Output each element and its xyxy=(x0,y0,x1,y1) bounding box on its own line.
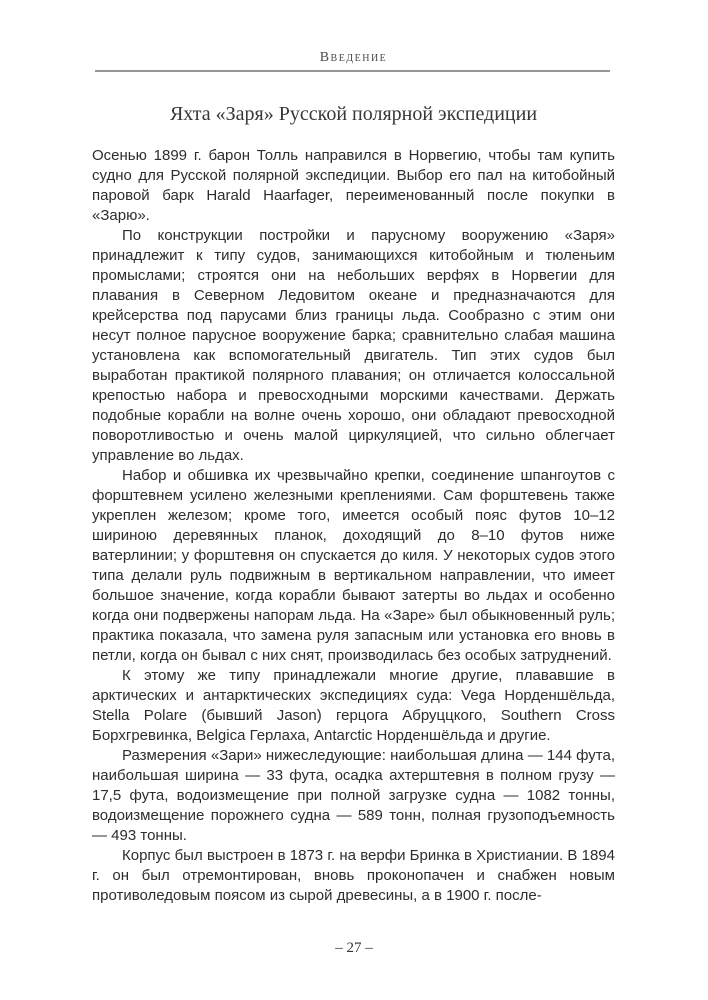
chapter-title: Яхта «Заря» Русской полярной экспедиции xyxy=(169,103,538,125)
paragraph-5: Размерения «Зари» нижеследующие: наибольшая длина — 144 фута, наибольшая ширина — 33 фута, осадка ахтерштевня в полном грузу — 17,5 фута, водоизмещение при полной загрузке судна — 1082 тонны, водоизмещение порожнего судна — 589 тонн, полная грузоподъемность — 493 тонны. xyxy=(92,747,615,844)
running-head: Введение xyxy=(319,50,388,65)
body-text xyxy=(92,146,615,906)
page-number: – 27 – xyxy=(335,940,373,956)
header-rule xyxy=(95,70,610,72)
paragraph-1: Осенью 1899 г. барон Толль направился в Норвегию, чтобы там купить судно для Русской полярной экспедиции. Выбор его пал на китобойный паровой барк Harald Haarfager, переименованный после покупки в «Зарю». xyxy=(92,147,615,224)
paragraph-2: По конструкции постройки и парусному вооружению «Заря» принадлежит к типу судов, занимающихся китобойным и тюленьим промыслами; строятся они на небольших верфях в Норвегии для плавания в Северном Ледовитом океане и предназначаются для крейсерства под парусами близ границы льда. Сообразно с этим они несут полное парусное вооружение барка; сравнительно слабая машина установлена как вспомогательный двигатель. Тип этих судов был выработан практикой полярного плавания; он отличается колоссальной крепостью набора и превосходными морскими качествами. Держать подобные корабли на волне очень хорошо, они обладают превосходной поворотливостью и очень малой циркуляцией, что сильно облегчает управление во льдах. xyxy=(92,227,615,464)
paragraph-3: Набор и обшивка их чрезвычайно крепки, соединение шпангоутов с форштевнем усилено железными креплениями. Сам форштевень также укреплен железом; кроме того, имеется особый пояс футов 10–12 шириною деревянных планок, доходящий до 8–10 футов ниже ватерлинии; у форштевня он спускается до киля. У некоторых судов этого типа делали руль подвижным в вертикальном направлении, что имеет большое значение, когда корабли бывают затерты во льдах и особенно когда они подвержены напорам льда. На «Заре» был обыкновенный руль; практика показала, что замена руля запасным или установка его вновь в петли, когда он бывал с них снят, производилась без особых затруднений. xyxy=(92,467,615,664)
paragraph-6: Корпус был выстроен в 1873 г. на верфи Бринка в Христиании. В 1894 г. он был отремонтирован, вновь проконопачен и снабжен новым противоледовым поясом из сырой древесины, а в 1900 г. после- xyxy=(92,847,615,904)
paragraph-4: К этому же типу принадлежали многие другие, плававшие в арктических и антарктических экспедициях суда: Vega Норденшёльда, Stella Polare (бывший Jason) герцога Абруццкого, Southern Cross Борхгревинка, Belgica Герлаха, Antarctic Норденшёльда и другие. xyxy=(92,667,615,744)
